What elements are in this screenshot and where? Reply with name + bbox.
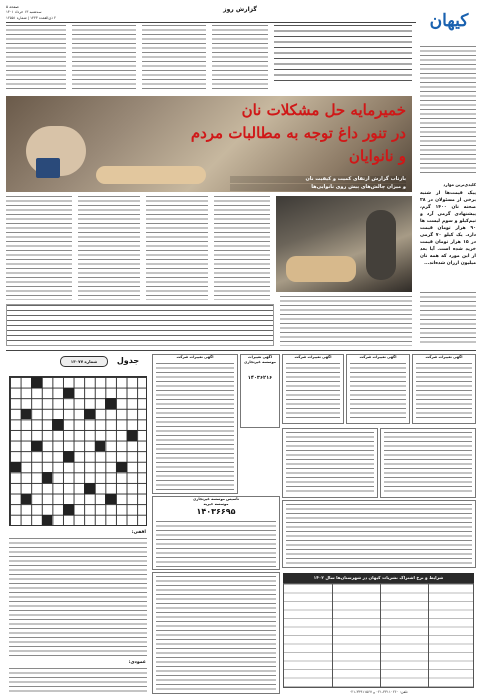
sidebar-quote-text: پیک قیمت‌ها از شنبه برخی از مسئولان در ۲۸ صحنه نان ۱۴۰۰ گرم، پیشنهادی گرمی آرد و نیم‌کیلو و سوم لیست ها ۹۰ هزار تومان قیمت دارد. یک کیلو ۷۰ گرمی در ۱۵ هزار تومان قیمت خرید شده است. آیا بعد از این مورد که همه نان میلیون ارزان شده‌اند... <box>420 191 476 266</box>
ad-body <box>286 363 340 421</box>
second-photo-bakery <box>276 196 412 292</box>
crossword-black-cell <box>52 419 63 430</box>
crossword-black-cell <box>63 504 74 515</box>
intro-text <box>274 25 412 81</box>
column-text-1 <box>6 25 66 91</box>
crossword-number-badge: شماره ۱۳۰۷۷ <box>60 356 108 367</box>
ad-box-3 <box>152 496 280 570</box>
article-col-3 <box>146 196 208 300</box>
crossword-clues-text <box>9 538 147 658</box>
ad-box-7 <box>282 428 378 498</box>
worker-figure <box>366 210 396 280</box>
ad-body <box>286 432 374 494</box>
date-line-2: ۲ ذی‌القعده ۱۴۴۳ | شماره ۱۲۵۵۱ <box>6 16 56 20</box>
headline-line-2 <box>110 122 406 144</box>
subheadline-2: و میزان چالش‌های پیش روی نانوایی‌ها <box>230 184 406 191</box>
column-text-3 <box>142 25 206 91</box>
article-col-4 <box>214 196 270 300</box>
ad-title: آگهی تغییرات <box>248 355 272 359</box>
table-divider <box>428 584 429 687</box>
date-line-1: سه‌شنبه ۱۳ خرداد ۱۴۰۱ <box>6 10 42 14</box>
section-rule <box>6 350 476 351</box>
ad-title: آگهی تغییرات شرکت <box>359 355 397 359</box>
ad-box-6 <box>412 354 476 424</box>
crossword-black-cell <box>105 494 116 505</box>
ad-body <box>156 576 276 690</box>
article-col-2 <box>78 196 140 300</box>
crossword-vertical-clues <box>9 668 147 694</box>
ad-box-4 <box>282 354 344 424</box>
crossword-black-cell <box>127 430 138 441</box>
section-title: گزارش روز <box>223 6 257 13</box>
crossword-black-cell <box>42 472 53 483</box>
bread-loaf <box>96 166 206 184</box>
ad-registration-number: ۱۴۰۳۶۲۱۶ <box>247 375 273 381</box>
sidebar-quote-title: کلیدی‌ترین موارد <box>443 182 476 187</box>
headline-line-3-text: و نانوایان <box>348 147 406 165</box>
ad-box-1 <box>152 354 238 494</box>
right-column-text <box>420 46 476 176</box>
ad-box-10 <box>152 572 280 694</box>
ad-registration-number: ۱۴۰۳۶۶۹۵ <box>196 507 236 516</box>
crossword-black-cell <box>21 409 32 420</box>
bread-stack <box>286 256 356 282</box>
subscription-table <box>283 583 474 688</box>
boxed-paragraph <box>6 304 274 346</box>
crossword-black-cell <box>116 462 127 473</box>
ad-body <box>156 363 234 491</box>
ad-title: آگهی تغییرات شرکت <box>425 355 463 359</box>
newspaper-logo: کیهان <box>429 11 469 31</box>
crossword-black-cell <box>84 483 95 494</box>
crossword-black-cell <box>31 377 42 388</box>
crossword-black-cell <box>31 441 42 452</box>
crossword-black-cell <box>84 409 95 420</box>
subheadline-1: بازتاب گزارش ارتقای کمیت و کیفیت نان <box>230 176 406 183</box>
ad-body <box>416 363 472 421</box>
article-col-6 <box>420 292 476 346</box>
ad-title: آگهی تغییرات شرکت <box>176 355 214 359</box>
article-col-5 <box>280 296 412 346</box>
crossword-vertical-label: عمودی: <box>128 660 146 665</box>
header-rule <box>6 22 416 23</box>
card-reader <box>36 158 60 178</box>
crossword-black-cell <box>42 515 53 526</box>
ad-title: آگهی تغییرات شرکت <box>294 355 332 359</box>
column-text-4 <box>212 25 268 91</box>
column-text-2 <box>72 25 136 91</box>
crossword-black-cell <box>63 451 74 462</box>
ad-body <box>286 504 472 564</box>
crossword-black-cell <box>21 494 32 505</box>
ad-box-9 <box>282 500 476 568</box>
headline-line-2-text: در تنور داغ توجه به مطالبات مردم <box>190 124 406 142</box>
ad-name: موسسه غیرتجاری <box>244 360 276 364</box>
headline-line-3 <box>120 145 406 167</box>
ad-body <box>156 521 276 567</box>
page-label: صفحه ۵ <box>6 4 19 9</box>
crossword-horizontal-label: افقی: <box>131 530 146 535</box>
crossword-black-cell <box>95 441 106 452</box>
ad-body <box>350 363 406 421</box>
ad-body <box>384 432 472 494</box>
table-divider <box>332 584 333 687</box>
ad-name: موسسه خیریه <box>203 502 229 506</box>
crossword-black-cell <box>105 398 116 409</box>
subscription-table-title: شرایط و نرخ اشتراک نشریات کیهان در شهرستان‌ها سال ۱۴۰۲ <box>283 573 474 583</box>
ad-box-2 <box>240 354 280 428</box>
crossword-title: جدول <box>116 356 140 365</box>
article-col-1 <box>6 196 72 300</box>
crossword-black-cell <box>63 388 74 399</box>
headline-kicker <box>180 100 406 120</box>
ad-title: تأسیس موسسه غیرتجاری <box>193 497 239 501</box>
subscription-footer: تلفن: ۳۳۱۱۰۲۶۰-۰۲۱ و ۳۳۹۱۱۵۶۷-۰۲۱ <box>349 690 408 694</box>
headline-kicker-text: خمیرمایه حل مشکلات نان <box>241 101 406 119</box>
table-divider <box>380 584 381 687</box>
crossword-black-cell <box>10 462 21 473</box>
ad-box-8 <box>380 428 476 498</box>
ad-box-5 <box>346 354 410 424</box>
